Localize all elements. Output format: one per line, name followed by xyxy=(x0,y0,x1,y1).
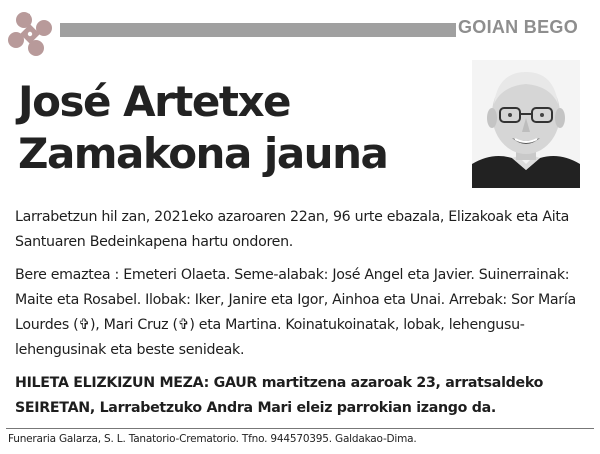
header-label: GOIAN BEGO xyxy=(457,17,578,37)
deceased-name xyxy=(18,76,458,180)
header-bar xyxy=(60,23,456,37)
lauburu-icon xyxy=(4,8,56,60)
footer-divider xyxy=(6,428,594,429)
funeral-home-credit: Funeraria Galarza, S. L. Tanatorio-Crematorio. Tfno. 944570395. Galdakao-Dima. xyxy=(8,433,417,445)
name-line-1: José Artetxe xyxy=(18,77,291,126)
funeral-notice: HILETA ELIZKIZUN MEZA: GAUR martitzena azaroak 23, arratsaldeko SEIRETAN, Larrabetzuko Andra Mari eleiz parrokian izango da. xyxy=(15,375,544,416)
obituary-body xyxy=(15,205,593,429)
death-notice: Larrabetzun hil zan, 2021eko azaroaren 22an, 96 urte ebazala, Elizakoak eta Aita Santuaren Bedeinkapena hartu ondoren. xyxy=(15,209,570,250)
name-line-2: Zamakona jauna xyxy=(18,129,388,178)
family-list: Bere emaztea : Emeteri Olaeta. Seme-alabak: José Angel eta Javier. Suinerrainak: Maite eta Rosabel. Ilobak: Iker, Janire eta Igor, Ainhoa eta Unai. Arrebak: Sor María Lourdes (✞), Mari Cruz (✞) eta Martina. Koinatukoinatak, lobak, lehengusu-lehengusinak eta beste senideak. xyxy=(15,267,576,358)
portrait-photo xyxy=(472,60,580,188)
